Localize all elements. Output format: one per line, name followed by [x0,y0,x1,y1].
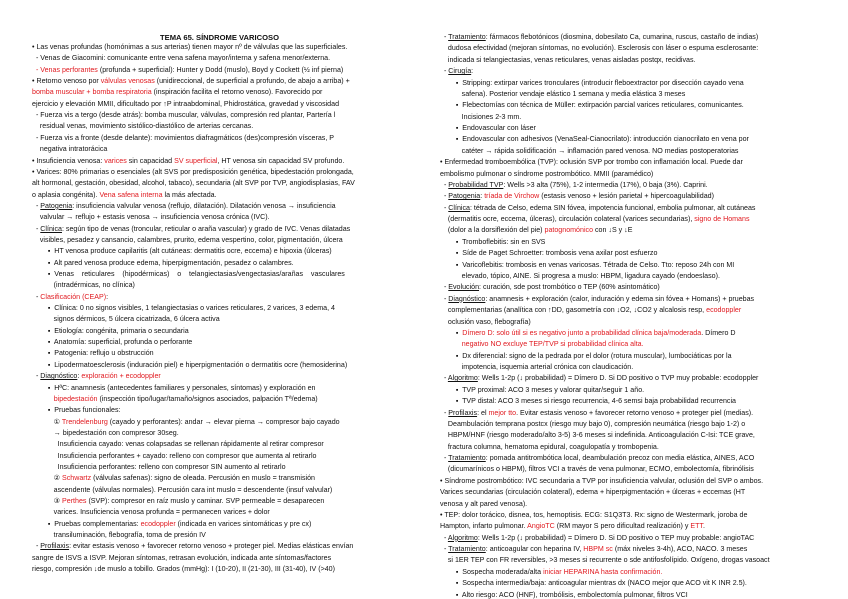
left-column-line [32,122,410,131]
underlined-heading: Patogenia [448,192,481,201]
text-run: fractura columna, hematoma epidural, coagulopatía y trombopenia. [440,442,659,451]
right-column-line [440,477,832,486]
left-column-line [32,554,410,563]
text-run: • Varices: 80% primarias o esenciales (alt SVS por predisposición genética, bipedestación prolongada, [32,167,354,176]
right-column-line [440,215,832,224]
left-column-line [32,327,410,336]
text-run: - [440,192,449,201]
text-run: - Fuerza vis a fronte (desde delante): movimientos diafragmáticos (des)compresión vísceras, P [32,133,335,142]
text-run: - [440,533,448,542]
text-run: ▪ Patogenia: reflujo u obstrucción [32,349,154,358]
highlighted-term: varices [104,156,127,165]
text-run: la más afectada. [162,190,217,199]
text-run: o aplasia congénita). [32,190,100,199]
text-run: oclusión vaso, flebografía) [440,317,531,326]
underlined-heading: Diagnóstico [448,294,486,303]
text-run: : evitar estasis venoso + favorecer retorno venoso + proteger piel. Medias elásticas envían [69,542,354,551]
text-run: - [440,203,449,212]
highlighted-term: signo de Homans [694,215,750,224]
text-run: ▪ Stripping: extirpar varices tronculares (introducir fleboextractor por disección cayado vena [440,78,744,87]
left-column-line [32,565,410,574]
right-column-line [440,124,832,133]
right-column-line [440,170,832,179]
right-column-line [440,135,832,144]
text-run: - [440,180,449,189]
text-run: : [77,372,82,381]
text-run: ▪ Flebectomías con técnica de Müller: extirpación parcial varices reticulares, comunicantes. [440,101,744,110]
text-run: ▪ Clínica: 0 no signos visibles, 1 telangiectasias o varices reticulares, 2 varices, 3 edema, 4 [32,304,335,313]
text-run: ▪ HªC: anamnesis (antecedentes familiares y personales, síntomas) y exploración en [32,383,316,392]
left-column-line [32,134,410,143]
text-run: Insuficiencia perforantes + cayado: relleno con compresor que aumenta al retirarlo [32,451,317,460]
text-run: ▪ Varicoflebitis: trombosis en venas varicosas. Tétrada de Celso. Tto: reposo 24h con MI [440,260,735,269]
right-column-line [440,386,832,395]
right-column-line [440,158,832,167]
text-run: ▪ TVP proximal: ACO 3 meses y valorar quitar/seguir 1 año. [440,385,645,394]
highlighted-term: exploración + ecodoppler [81,372,161,381]
text-run: - [32,372,41,381]
text-run: - [440,408,449,417]
left-column-line [32,474,410,483]
text-run: • Las venas profundas (homónimas a sus arterias) tienen mayor nº de válvulas que las superficiales. [32,43,348,51]
text-run: riesgo, compresión ↓de muslo a tobillo. Grados (mmHg): I (10-20), II (21-30), III (31-40), IV (>40) [32,565,335,574]
text-run: ▪ Lipodermatoesclerosis (induración piel) e hiperpigmentación o dermatitis ocre (hemosiderina) [32,360,348,369]
highlighted-term: bipedestación [53,394,98,403]
right-column-line [440,397,832,406]
text-run: Incisiones 2-3 mm. [440,112,522,121]
right-column-line [440,420,832,429]
underlined-heading: Tratamiento [448,545,486,554]
text-run: (válvulas safenas): signo de oleada. Percusión en muslo = transmisión [91,474,315,483]
highlighted-term: HBPM sc [583,545,613,554]
left-column-line [32,202,410,211]
text-run: • TEP: dolor torácico, disnea, tos, hemoptisis. ECG: S1Q3T3. Rx: signo de Westermark, joroba de [440,510,748,519]
right-column-line [440,318,832,327]
right-column-line [440,374,832,383]
left-column-line [32,225,410,234]
text-run: ▪ Sospecha moderada/alta [440,567,544,576]
text-run: safena). Posterior vendaje elástico 1 semana y media elástica 3 meses [440,89,686,98]
text-run: Varices secundarias (circulación colateral), edema + hiperpigmentación + úlceras + eccemas (HT [440,488,746,497]
text-run: signos dérmicos, 5 úlcera cicatrizada, 6 úlcera activa [32,315,220,324]
underlined-heading: Tratamiento [448,33,486,41]
left-column-line [32,77,410,86]
text-run: - [32,292,41,301]
text-run: : pomada antitrombótica local, deambulación precoz con media elástica, AINES, ACO [485,454,755,463]
text-run: Deambulación temprana postcx (riesgo muy bajo 0), compresión neumática (riesgo bajo 1-2) o [440,419,746,428]
left-column-line [32,315,410,324]
text-run: . Dímero D [701,328,736,337]
text-run: ▪ [440,328,463,337]
text-run: • Retorno venoso por [32,77,101,86]
left-column-line [32,508,410,517]
right-column-line [440,90,832,99]
text-run: : anamnesis + exploración (calor, induración y edema sin fóvea + Homans) + pruebas [485,294,755,303]
text-run: : Wells >3 alta (75%), 1-2 intermedia (17%), 0 baja (3%). Caprini. [503,180,708,189]
right-column-line [440,295,832,304]
right-column-line [440,226,832,235]
right-column-line [440,79,832,88]
page-title: TEMA 65. SÍNDROME VARICOSO [160,33,279,42]
left-column-line [32,531,410,540]
text-run: (profunda + superficial): Hunter y Dodd (muslo), Boyd y Cockett (½ inf pierna) [97,65,344,74]
right-column-line [440,352,832,361]
right-column-line [440,113,832,122]
left-column-line [32,157,410,166]
text-run: : según tipo de venas (troncular, reticular o araña vascular) y grado de IVC. Venas dilatadas [61,224,351,233]
text-run: visibles, pesadez y cansancio, calambres, prurito, edema vespertino, color, pigmentación, úlcera [32,235,343,244]
right-column-line [440,545,832,554]
text-run: - [32,201,41,210]
text-run: Hampton, infarto pulmonar. [440,522,528,531]
text-run: - [440,67,449,76]
left-column-line [32,191,410,200]
text-run: Insuficiencia perforantes: relleno con compresor SIN aumento al retirarlo [32,462,286,471]
text-run: dudosa efectividad (mejoran síntomas, no evolución). Esclerosis con láser o espuma esclerosante: [440,44,759,53]
highlighted-term: iniciar HEPARINA hasta confirmación. [543,567,663,576]
right-column-line [440,101,832,110]
text-run: elevado, tópico, AINE. Si progresa a muslo: HBPM, ligadura cayado (endoeslaso). [440,271,720,280]
text-run: - Fuerza vis a tergo (desde atrás): bomba muscular, válvulas, compresión red plantar, Partería l [32,111,336,120]
text-run: negativa intratorácica [32,145,108,154]
right-column-line [440,568,832,577]
text-run: : curación, sde post trombótico o TEP (60% asintomático) [479,283,660,292]
text-run: ▪ Endovascular con adhesivos (VenaSeal-Cianocrilato): introducción cianocrilato en vena por [440,135,749,144]
underlined-heading: Clínica [40,224,62,233]
text-run: : anticoagular con heparina IV, [485,545,584,554]
text-run: (inspiración facilita el retorno venoso). Favorecido por [151,88,323,97]
underlined-heading: Algoritmo [447,533,478,542]
text-run: (RM mayor S pero dificultad realización) y [554,522,691,531]
text-run: ▪ Alt pared venosa produce edema, hiperpigmentación, pesadez o calambres. [32,258,294,267]
right-column-line [440,556,832,565]
text-run: embolismo pulmonar o síndrome postrombótico. MMII (paramédico) [440,169,654,178]
right-column-line [440,454,832,463]
text-run: (cayado y perforantes): andar → elevar pierna → compresor bajo cayado [107,417,340,426]
right-column-line [440,488,832,497]
left-column-line [32,247,410,256]
text-run: ▪ TVP distal: ACO 3 meses si riesgo recurrencia, 4-6 semsi baja probabilidad recurrencia [440,397,736,406]
text-run: (máx niveles 3-4h), ACO, NACO. 3 meses [612,545,748,554]
text-run: • Enfermedad tromboembólica (TVP): oclusión SVP por trombo con inflamación local. Puede dar [440,158,743,167]
text-run: HBPM/HNF (riesgo moderado/alto 3-5) 3-6 meses si indefinida. Anticoagulación C-Isi: TCE grave, [440,431,755,440]
text-run: ▪ Tromboflebitis: sin en SVS [440,237,546,246]
left-column-line [32,463,410,472]
underlined-heading: Clínica [448,203,470,212]
highlighted-term: negativo NO excluye TEP/TVP si probabilidad clínica alta. [461,340,644,349]
highlighted-term: mejor tto [488,408,517,417]
text-run: ▪ HT venosa produce capilaritis (alt cutáneas: dermatitis ocre, eccema) e hipoxia (úlceras) [32,247,332,256]
underlined-heading: Profilaxis [40,542,70,551]
text-run: venosa y alt pared venosa). [440,499,528,508]
left-column-line [32,497,410,506]
text-run: • Insuficiencia venosa: [32,156,105,165]
text-run [440,340,462,348]
right-column-line [440,579,832,588]
left-column-line [32,542,410,551]
left-column-line [32,486,410,495]
text-run: • Síndrome postrombótico: IVC secundaria a TVP por insuficiencia valvular, oclusión del SVP o ambos. [440,476,764,485]
highlighted-term: patognomónico [544,226,594,235]
text-run: con ↓S y ↓E [593,226,633,235]
underlined-heading: Tratamiento [448,454,486,463]
right-column-line [440,363,832,372]
right-column-line [440,340,832,349]
right-column-line [440,511,832,520]
text-run: ③ [32,497,63,505]
text-run: ▪ Anatomía: superficial, profunda o perforante [32,338,193,347]
left-column-line [32,452,410,461]
right-column-line [440,591,832,599]
text-run: - [32,224,41,233]
left-column-line [32,429,410,438]
text-run: : [106,292,109,301]
text-run: - [440,454,449,463]
underlined-heading: Profilaxis [448,408,478,417]
right-column-line [440,33,832,42]
text-run: , HT venosa sin capacidad SV profundo. [217,156,345,165]
text-run: complementarias (analítica con ↑DD, gasometría con ↓O2, ↓CO2 y alcalosis resp, [440,306,707,315]
text-run: : fármacos flebotónicos (diosmina, dobesilato Ca, cumarina, ruscus, castaño de indias) [485,33,759,41]
left-column-line [32,43,410,52]
right-column-line [440,431,832,440]
left-column-line [32,361,410,370]
text-run: catéter → rápida solidificación → inflamación pared venosa. NO medias postoperatorias [440,146,739,155]
text-run: (estasis venoso + lesión parietal + hipercoagulabilidad) [539,192,714,201]
text-run: ascendente (válvulas normales). Percusión cara int muslo = descendente (insuf valvular) [32,485,333,494]
text-run [32,395,54,403]
text-run: . [703,522,705,531]
text-run: sin capacidad [126,156,175,165]
text-run: (dicumarínicos o HBPM), filtros VCI a través de vena pulmonar, ECMO, embolectomía, fibrinólisis [440,465,754,474]
left-column-line [32,259,410,268]
highlighted-term: Perthes [62,497,87,505]
text-run: Insuficiencia cayado: venas colapsadas se rellenan rápidamente al retirar compresor [32,440,324,449]
right-column-line [440,522,832,531]
left-column-line [32,111,410,120]
highlighted-term: SV superficial [174,156,218,165]
text-run: . Evitar estasis venoso + favorecer retorno venoso + proteger piel (medias). [516,408,754,417]
right-column-line [440,238,832,247]
right-column-line [440,192,832,201]
text-run: : [471,67,474,76]
left-column-line [32,384,410,393]
text-run: → bipedestación con compresor 30seg. [32,428,179,437]
right-column-line [440,204,832,213]
left-column-line [32,236,410,245]
right-column-line [440,409,832,418]
text-run: : tétrada de Celso, edema SIN fóvea, impotencia funcional, embolia pulmonar, alt cutáneas [469,203,756,212]
right-column-line [440,56,832,65]
text-run: (unidireccional, de superficial a profundo, de abajo a arriba) + [154,77,350,86]
underlined-heading: Probabilidad TVP [448,180,504,189]
text-run: ▪ Pruebas funcionales: [32,406,121,415]
text-run: : insuficiencia valvular venosa (reflujo, dilatación). Dilatación venosa → insuficiencia [72,201,336,210]
left-column-line [32,88,410,97]
highlighted-term: Schwartz [62,474,92,483]
text-run: - Venas de Giacomini: comunicante entre vena safena mayor/interna y safena menor/externa. [32,54,331,63]
text-run: sangre de ISVS a ISVP. Mejoran síntomas, retrasan evolución, indicada ante síntomas/factores [32,553,332,562]
right-column-line [440,67,832,76]
left-column-line [32,66,410,75]
left-column-line [32,372,410,381]
text-run: ▪ Venas reticulares (hipodérmicas) o telangiectasias/vengectasias/arañas vasculares [32,270,345,278]
left-column-line [32,281,410,290]
right-column-line [440,306,832,315]
highlighted-term: ETT [690,522,704,531]
text-run: ② [32,474,63,483]
text-run: alt hormonal, gestación, obesidad, alcohol, tabaco), secundaria (alt SVP por TVP, angiodisplasias, FAV [32,179,355,188]
right-column-line [440,44,832,53]
text-run: : el [477,408,489,417]
text-run: (intradérmicas, no clínica) [32,281,135,290]
left-column-line [32,418,410,427]
text-run: - [440,545,449,554]
text-run: ① [32,417,62,426]
right-column-line [440,147,832,156]
right-column-line [440,272,832,281]
text-run: : [480,192,485,201]
text-run: ▪ Etiología: congénita, primaria o secundaria [32,326,189,335]
text-run: ▪ Dx diferencial: signo de la pedrada por el dolor (rotura muscular), lumbociáticas por la [440,351,732,360]
text-run: - [32,542,41,551]
highlighted-term: - Venas perforantes [32,65,98,74]
left-column-line [32,406,410,415]
text-run: ▪ Síde de Paget Schroetter: trombosis vena axilar post esfuerzo [440,249,658,258]
text-run: - [440,294,449,303]
text-run: impotencia, isquemia arterial crónica con claudicación. [440,363,634,372]
text-run: : Wells 1-2p (↓ probabilidad) = Dímero D. Si DD positivo o TEP muy probable: angioTAC [477,533,755,542]
highlighted-term: ecodoppler [140,519,176,528]
left-column-line [32,338,410,347]
right-column-line [440,181,832,190]
left-column-line [32,395,410,404]
highlighted-term: bomba muscular + bomba respiratoria [32,88,152,97]
right-column-line [440,500,832,509]
highlighted-term: tríada de Virchow [484,192,540,201]
text-run: - [440,33,449,41]
left-column-line [32,304,410,313]
underlined-heading: Algoritmo [447,374,478,383]
text-run: si 1ER TEP con FR reversibles, >3 meses si recurrente o sde antifosfolípido. Oxígeno, drogas vasoact [440,556,770,565]
highlighted-term: Trendelenburg [61,417,108,426]
left-column-line [32,100,410,109]
left-column-line [32,168,410,177]
text-run: ejercicio y elevación MMII, dificultado por ↑P intraabdominal, Phidrostática, gravedad y viscosidad [32,99,340,108]
text-run: : Wells 1-2p (↓ probabilidad) = Dímero D. Si DD positivo o TVP muy probable: ecodoppler [477,374,759,383]
left-column-line [32,145,410,154]
highlighted-term: Clasificación (CEAP) [40,292,107,301]
underlined-heading: Evolución [448,283,480,292]
left-column-line [32,440,410,449]
right-column-line [440,443,832,452]
right-column-line [440,329,832,338]
text-run: (indicada en varices sintomáticas y pre cx) [175,519,312,528]
text-run: ▪ Alto riesgo: ACO (HNF), trombólisis, embolectomía pulmonar, filtros VCI [440,590,688,599]
right-column-line [440,261,832,270]
highlighted-term: Vena safena interna [99,190,163,199]
text-run: - [440,374,448,383]
text-run: ▪ Sospecha intermedia/baja: anticoagular mientras dx (NACO mejor que ACO vit K INR 2.5). [440,579,747,588]
text-run: (dermatitis ocre, eccema, úlceras), circulación colateral (varices secundarias), [440,215,695,224]
text-run: ▪ Endovascular con láser [440,124,536,133]
text-run: ▪ Pruebas complementarias: [32,519,141,528]
text-run: (SVP): compresor en raíz muslo y caminar. SVP permeable = desaparecen [86,497,325,505]
right-column-line [440,534,832,543]
text-run: varices. Insuficiencia venosa profunda = permanecen varices + dolor [32,508,270,517]
left-column-line [32,179,410,188]
text-run: indicada si telangiectasias, venas reticulares, venas aisladas postqx, recidivas. [440,55,696,64]
right-column-line [440,465,832,474]
right-column-line [440,283,832,292]
underlined-heading: Diagnóstico [40,372,78,381]
left-column-line [32,520,410,529]
text-run: valvular → reflujo + estasis venosa → insuficiencia venosa crónica (IVC). [32,213,270,222]
underlined-heading: Patogenia [40,201,73,210]
text-run: residual venas, movimiento sistólico-diastólico de arterias cercanas. [32,122,254,131]
text-run: (inspección tipo/lugar/tamaño/signos asociados, palpación Tª/edema) [97,394,318,403]
underlined-heading: Cirugía [448,67,472,76]
left-column-line [32,270,410,279]
left-column-line [32,349,410,358]
text-run: (dolor a la dorsiflexión del pie) [440,226,545,235]
highlighted-term: Dímero D: solo útil si es negativo junto a probabilidad clínica baja/moderada [462,328,702,337]
left-column-line [32,54,410,63]
text-run: - [440,283,449,292]
highlighted-term: AngioTC [527,522,555,531]
left-column-line [32,213,410,222]
highlighted-term: ecodoppler [706,306,742,315]
right-column-line [440,249,832,258]
text-run: transiluminación, flebografía, toma de presión IV [32,531,206,540]
left-column-line [32,293,410,302]
highlighted-term: válvulas venosas [100,77,155,86]
